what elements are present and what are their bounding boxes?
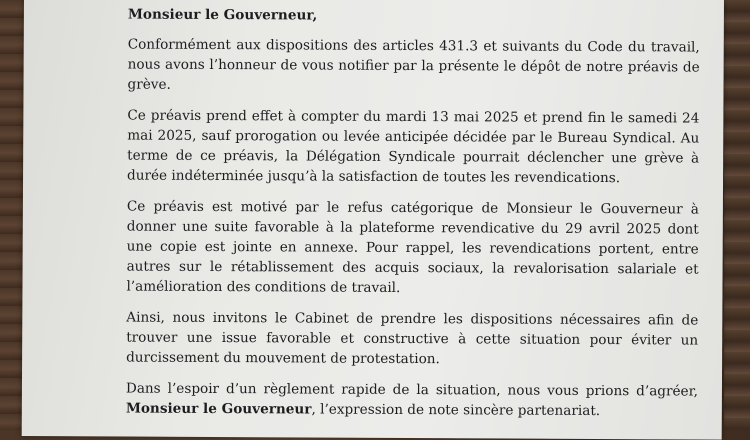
closing-text-start: Dans l’espoir d’un règlement rapide de la situation, nous vous prions d’agréer, (125, 380, 698, 400)
paragraph-motivation: Ce préavis est motivé par le refus catégorique de Monsieur le Gouverneur à donner une suite favorable à la plateforme revendicative du 29 avril 2025 dont une copie est jointe en annexe. Pour rappel, les revendications portent, entre autres sur le rétablissement des acquis sociaux, la revalorisation salariale et l’amélioration des conditions de travail. (126, 198, 699, 296)
closing-text-end: , l’expression de note sincère partenariat. (311, 401, 601, 420)
letter-body (126, 5, 700, 433)
paragraph-invitation: Ainsi, nous invitons le Cabinet de prendre les dispositions nécessaires afin de trouver une issue favorable et constructive à cette situation pour éviter un durcissement du mouvement de protestation. (126, 309, 699, 368)
closing-addressee: Monsieur le Gouverneur (125, 400, 312, 418)
letter-salutation: Monsieur le Gouverneur, (127, 6, 318, 24)
paragraph-notification: Conformément aux dispositions des articles 431.3 et suivants du Code du travail, nous avons l’honneur de vous notifier par la présente le dépôt de notre préavis de grève. (127, 36, 700, 93)
wooden-table-right (724, 0, 750, 430)
wooden-table-left (0, 0, 24, 430)
paragraph-dates: Ce préavis prend effet à compter du mardi 13 mai 2025 et prend fin le samedi 24 mai 2025, sauf prorogation ou levée anticipée décidée par le Bureau Syndical. Au terme de ce préavis, la Délégation Syndicale pourrait déclencher une grève à durée indéterminée jusqu’à la satisfaction de toutes les revendications. (127, 107, 700, 187)
letter-paper (22, 0, 724, 440)
paragraph-closing (126, 379, 698, 422)
